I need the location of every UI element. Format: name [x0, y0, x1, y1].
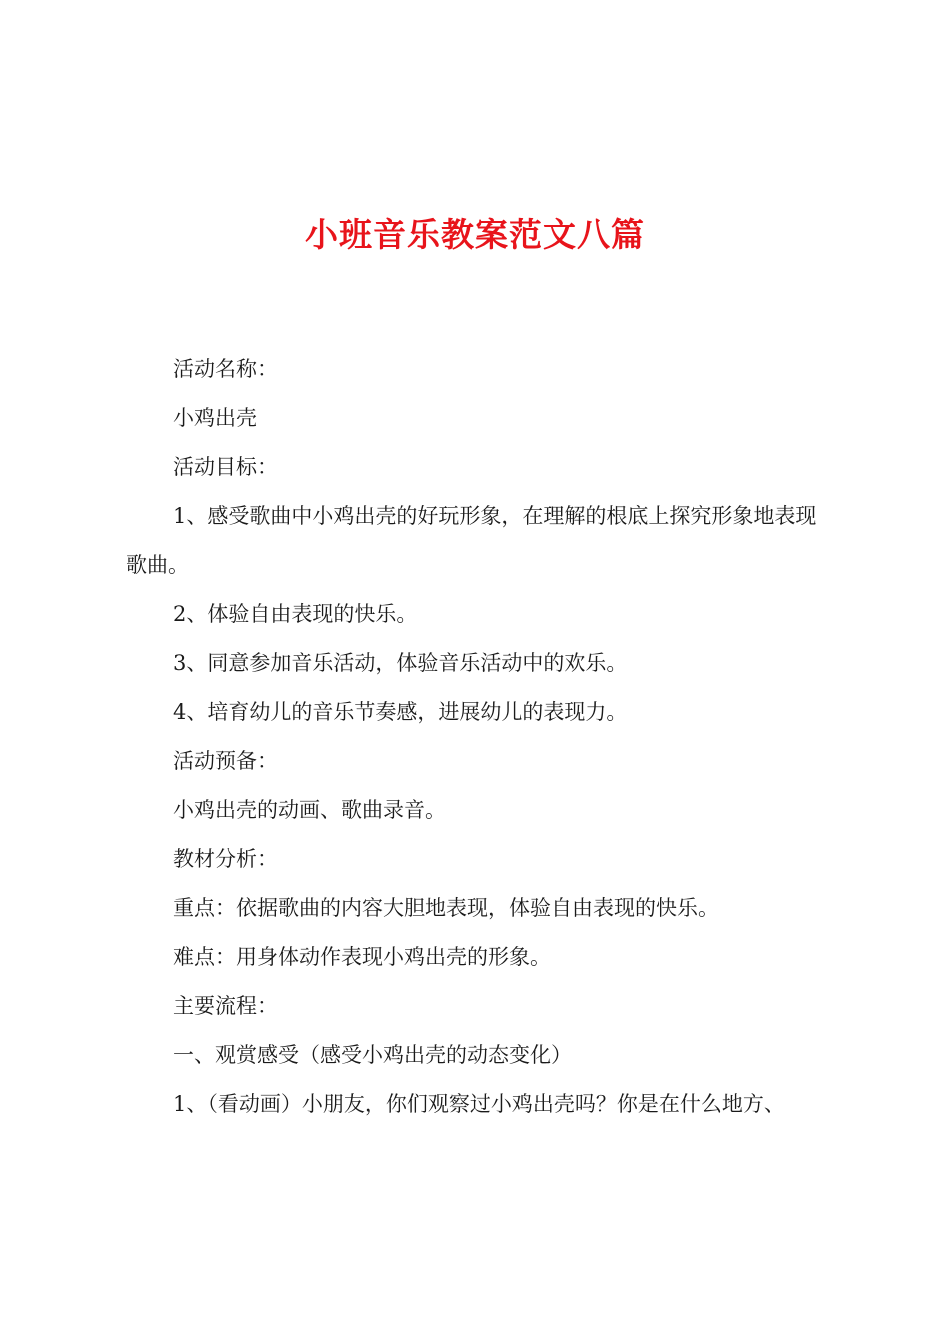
paragraph-preparation: 小鸡出壳的动画、歌曲录音。	[173, 798, 446, 822]
paragraph-analysis-heading: 教材分析：	[173, 847, 278, 871]
paragraph-goals-heading: 活动目标：	[173, 455, 278, 479]
paragraph-activity-name-heading: 活动名称：	[173, 357, 278, 381]
paragraph-preparation-heading: 活动预备：	[173, 749, 278, 773]
paragraph-goal-1: 1、感受歌曲中小鸡出壳的好玩形象，在理解的根底上探究形象地表现歌曲。	[126, 504, 817, 577]
paragraph-goal-3: 3、同意参加音乐活动，体验音乐活动中的欢乐。	[173, 651, 628, 675]
paragraph-difficulty: 难点：用身体动作表现小鸡出壳的形象。	[173, 945, 551, 969]
paragraph-key-point: 重点：依据歌曲的内容大胆地表现，体验自由表现的快乐。	[173, 896, 719, 920]
paragraph-step-1: 1、（看动画）小朋友，你们观察过小鸡出壳吗？你是在什么地方、	[173, 1092, 785, 1116]
paragraph-goal-2: 2、体验自由表现的快乐。	[173, 602, 418, 626]
paragraph-section-1: 一、观赏感受（感受小鸡出壳的动态变化）	[173, 1043, 572, 1067]
paragraph-goal-4: 4、培育幼儿的音乐节奏感，进展幼儿的表现力。	[173, 700, 628, 724]
paragraph-process-heading: 主要流程：	[173, 994, 278, 1018]
paragraph-activity-name: 小鸡出壳	[173, 406, 257, 430]
document-body	[126, 345, 834, 1129]
document-title: 小班音乐教案范文八篇	[305, 215, 645, 254]
